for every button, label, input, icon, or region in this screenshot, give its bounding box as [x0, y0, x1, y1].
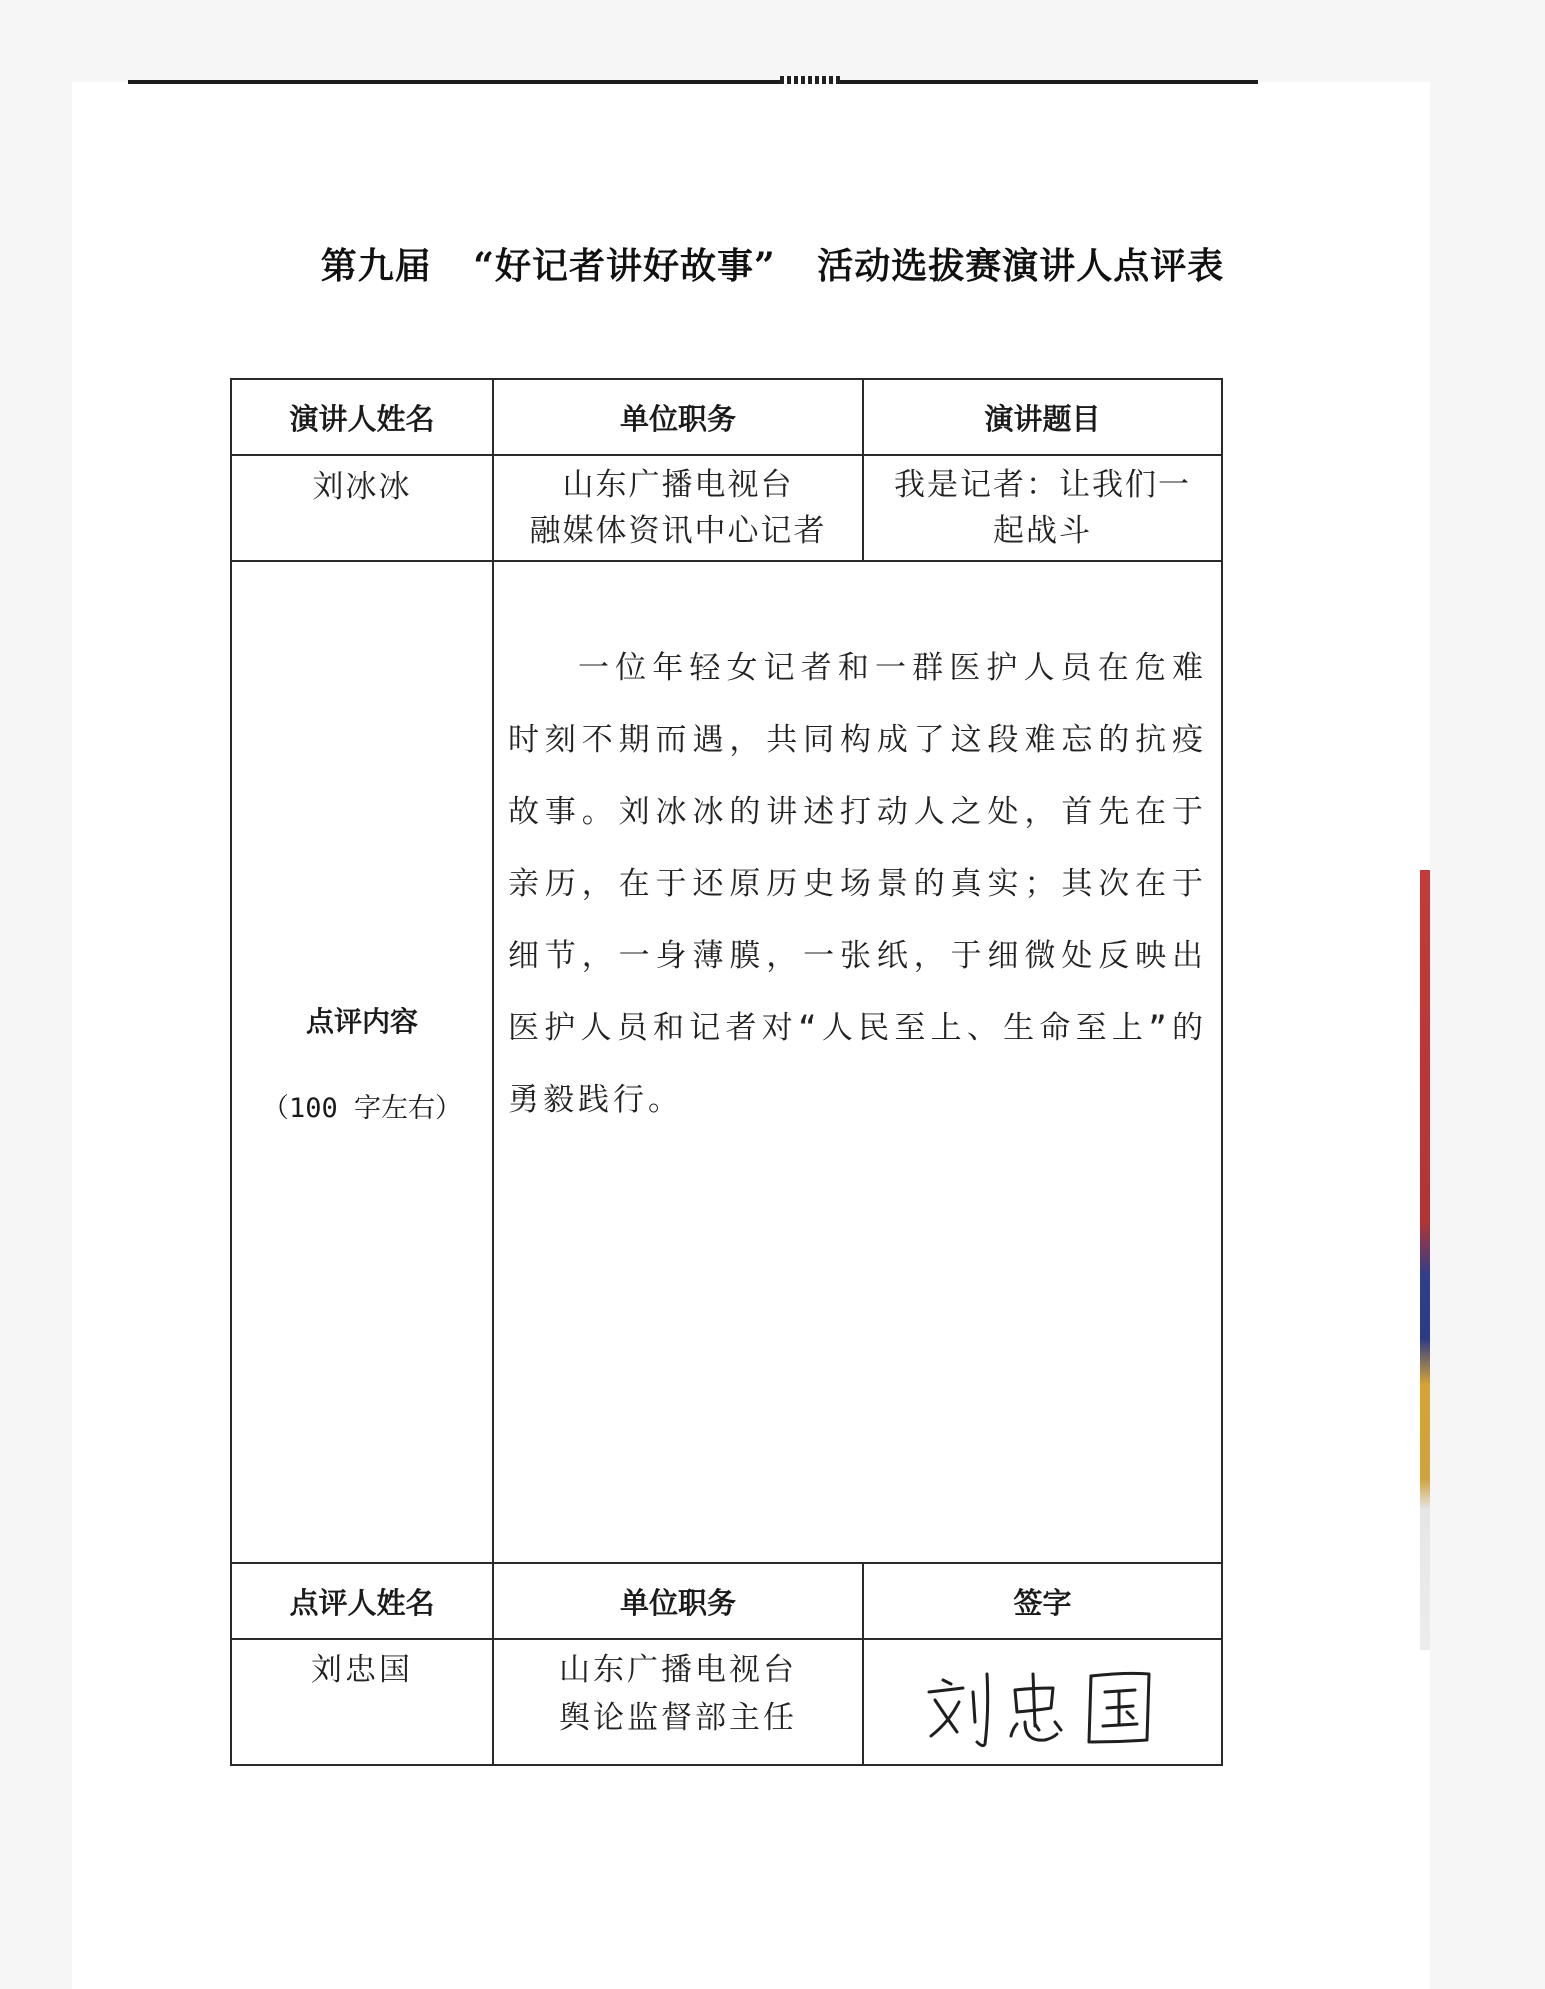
- signature-cell: [863, 1639, 1222, 1765]
- comment-content-cell: [493, 561, 1222, 1563]
- speaker-position-header: 单位职务: [493, 379, 863, 455]
- reviewer-position-line-2: 舆论监督部主任: [559, 1700, 797, 1736]
- speech-topic-header: 演讲题目: [863, 379, 1222, 455]
- reviewer-name-header: 点评人姓名: [231, 1563, 493, 1639]
- handwritten-signature: [913, 1652, 1173, 1752]
- comment-text: 一位年轻女记者和一群医护人员在危难时刻不期而遇，共同构成了这段难忘的抗疫故事。刘冰冰的讲述打动人之处，首先在于亲历，在于还原历史场景的真实；其次在于细节，一身薄膜，一张纸，于细微处反映出医护人员和记者对“人民至上、生命至上”的勇毅践行。: [508, 650, 1207, 1118]
- reviewer-position-header: 单位职务: [493, 1563, 863, 1639]
- signature-header: 签字: [863, 1563, 1222, 1639]
- comment-label-cell: [231, 561, 493, 1563]
- document-title: [0, 238, 1545, 289]
- comment-label-note: （100 字左右）: [261, 1092, 463, 1124]
- comment-row: [231, 561, 1222, 1563]
- speaker-position: [493, 455, 863, 561]
- reviewer-position: [493, 1639, 863, 1765]
- speech-topic-line-1: 我是记者：让我们一: [894, 467, 1191, 503]
- speech-topic-line-2: 起战斗: [993, 513, 1092, 549]
- reviewer-position-line-1: 山东广播电视台: [559, 1652, 797, 1688]
- speaker-name-header: 演讲人姓名: [231, 379, 493, 455]
- title-part-1: 第九届: [320, 245, 432, 287]
- title-part-3: 活动选拔赛演讲人点评表: [817, 245, 1225, 287]
- speaker-name: 刘冰冰: [231, 455, 493, 561]
- title-part-2: “好记者讲好故事”: [473, 245, 776, 287]
- speaker-header-row: [231, 379, 1222, 455]
- top-rule-mark: [780, 76, 840, 84]
- speaker-value-row: [231, 455, 1222, 561]
- speaker-position-line-2: 融媒体资讯中心记者: [529, 513, 827, 549]
- reviewer-name: 刘忠国: [231, 1639, 493, 1765]
- edge-color-strip: [1420, 870, 1430, 1650]
- reviewer-value-row: [231, 1639, 1222, 1765]
- speech-topic: [863, 455, 1222, 561]
- comment-label: 点评内容: [305, 1004, 418, 1038]
- evaluation-form-table: [230, 378, 1223, 1766]
- reviewer-header-row: [231, 1563, 1222, 1639]
- speaker-position-line-1: 山东广播电视台: [562, 467, 794, 503]
- top-rule-line: [128, 80, 1258, 84]
